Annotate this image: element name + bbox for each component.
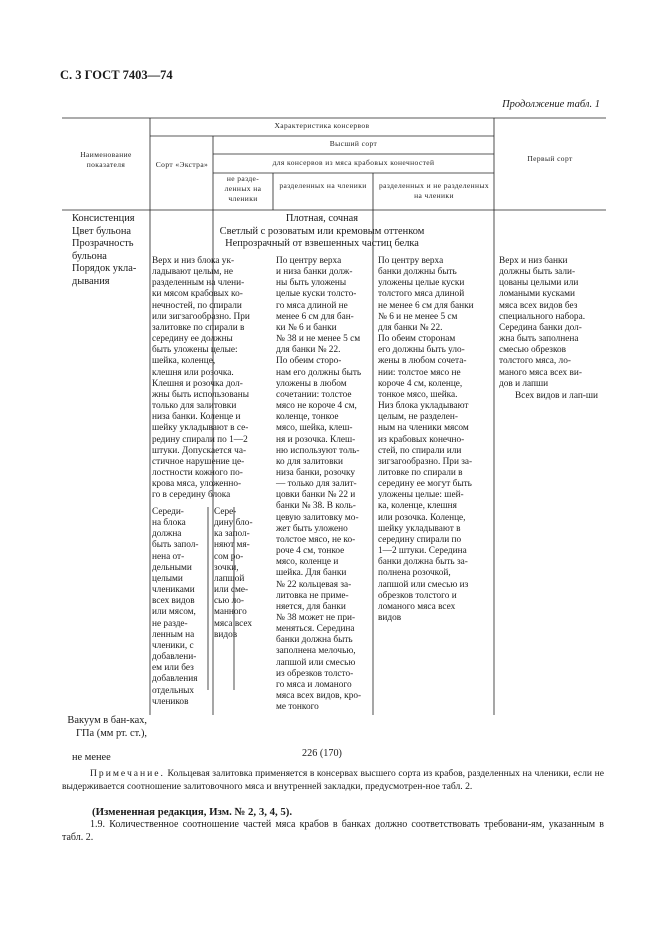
text-line: дов и лапши bbox=[499, 378, 549, 389]
text-line: сью ло- bbox=[214, 596, 245, 607]
text-line: мясо, коленце и bbox=[276, 557, 339, 568]
text-line: отдельных bbox=[152, 685, 195, 696]
text-line: жна быть заполнена bbox=[499, 334, 579, 345]
laying-first-grade-text bbox=[499, 256, 601, 390]
text-line: банки должна быть bbox=[276, 635, 353, 646]
indicator-vacuum: Вакуум в бан-ках, ГПа (мм рт. ст.), bbox=[67, 715, 147, 739]
text-line: лапшой или смесью bbox=[276, 657, 356, 668]
text-line: целые куски толсто- bbox=[276, 289, 357, 300]
text-line: ным на членики мясом bbox=[378, 423, 469, 434]
text-line: зигзагообразно. При за- bbox=[378, 456, 473, 467]
laying-separated-text bbox=[276, 256, 370, 713]
note-text: Кольцевая залитовка применяется в консервах высшего сорта из крабов, разделенных на членики, если не выдерживается соотношение залитовочного мяса и внутренней закладки, предусмотрен-ное табл. 2. bbox=[62, 768, 604, 792]
text-line: лапшой bbox=[214, 573, 245, 584]
header-highest-grade: Высший сорт bbox=[329, 139, 378, 148]
indicator-broth-transparency: Прозрачность бульона bbox=[72, 238, 134, 262]
text-line: добавлени- bbox=[152, 652, 197, 663]
laying-extra-text bbox=[152, 256, 267, 501]
text-line: Клешня и розочка дол- bbox=[152, 378, 243, 389]
text-line: ка запол- bbox=[214, 529, 250, 540]
text-line: цевую залитовку мо- bbox=[276, 512, 359, 523]
indicator-not-less: не менее bbox=[72, 752, 111, 763]
text-line: сочетании: толстое bbox=[276, 389, 352, 400]
text-line: жет быть уложено bbox=[276, 523, 348, 534]
text-line: целыми bbox=[152, 573, 183, 584]
value-broth-transparency: Непрозрачный от взвешенных частиц белка bbox=[225, 238, 419, 249]
text-line: ка, коленце, клешня bbox=[378, 501, 457, 512]
text-line: шейка. Для банки bbox=[276, 568, 347, 579]
text-line: банки должны быть bbox=[378, 267, 457, 278]
text-line: должны быть зали- bbox=[499, 267, 576, 278]
text-line: няют мя- bbox=[214, 540, 250, 551]
text-line: мяса всех видов, кро- bbox=[276, 691, 362, 702]
text-line: быть запол- bbox=[152, 540, 199, 551]
text-line: По центру верха bbox=[378, 256, 444, 266]
table-continuation-label: Продолженuе табл. 1 bbox=[502, 99, 600, 110]
text-line: обрезков толстого и bbox=[378, 590, 457, 601]
text-line: № 38 может не при- bbox=[276, 613, 356, 623]
text-line: мяса всех видов без bbox=[499, 300, 578, 311]
text-line: мясо, шейка, клеш- bbox=[276, 423, 353, 434]
text-line: № 6 и не менее 5 см bbox=[378, 311, 458, 322]
text-line: шейку укладывают в bbox=[378, 523, 461, 534]
text-line: цовки банки № 22 и bbox=[276, 490, 356, 501]
text-line: 1—2 штуки. Середина bbox=[378, 546, 467, 557]
text-line: меняться. Середина bbox=[276, 624, 355, 635]
header-separated: разделенных на членики bbox=[279, 181, 367, 190]
header-not-separated: не разде-ленных на членики bbox=[224, 174, 262, 204]
text-line: всех видов bbox=[152, 596, 195, 607]
text-line: середину ее должны bbox=[152, 334, 233, 345]
indicator-broth-color: Цвет бульона bbox=[72, 225, 132, 237]
text-line: го мяса и ломаного bbox=[276, 679, 352, 690]
text-line: банки № 38. В коль- bbox=[276, 501, 356, 512]
text-line: толстого мяса, ло- bbox=[499, 356, 571, 367]
text-line: лапшой или смесью из bbox=[378, 579, 469, 590]
text-line: № 22 кольцевая за- bbox=[276, 579, 352, 590]
text-line: не разде- bbox=[152, 618, 188, 629]
text-line: нии: толстое мясо не bbox=[378, 367, 461, 378]
text-line: Середина банки дол- bbox=[499, 322, 582, 333]
laying-first-grade-extra: Всех видов и лап-ши bbox=[515, 391, 599, 401]
text-line: Верх и низ банки bbox=[499, 256, 568, 266]
text-line: нена от- bbox=[152, 551, 185, 562]
text-line: дельными bbox=[152, 562, 192, 573]
text-line: залитовке по спирали в bbox=[152, 322, 245, 333]
text-line: для банки № 22. bbox=[276, 345, 341, 356]
text-line: ня и розочка. Клеш- bbox=[276, 434, 356, 445]
text-line: заполнена мелочью, bbox=[276, 646, 356, 657]
text-line: мясо не короче 4 см, bbox=[276, 401, 357, 412]
text-line: Середи- bbox=[152, 507, 184, 517]
text-line: смесью обрезков bbox=[499, 345, 567, 356]
text-line: — только для залит- bbox=[276, 479, 357, 490]
header-first-grade: Первый сорт bbox=[527, 154, 573, 163]
text-line: По обеим сторонам bbox=[378, 334, 456, 345]
text-line: полнена розочкой, bbox=[378, 568, 451, 579]
text-line: толстого мяса длиной bbox=[378, 289, 465, 300]
header-characteristic: Характеристика консервов bbox=[274, 121, 370, 130]
value-consistency: Плотная, сочная bbox=[285, 213, 359, 224]
text-line: крова мяса, уложенно- bbox=[152, 479, 242, 490]
text-line: членики, с bbox=[152, 640, 194, 651]
text-line: и низа банки долж- bbox=[276, 267, 353, 278]
text-line: редину спирали по 1—2 bbox=[152, 434, 248, 445]
text-line: или сме- bbox=[214, 585, 249, 596]
text-line: целым, не разделен- bbox=[378, 412, 458, 423]
text-line: добавления bbox=[152, 674, 198, 685]
text-line: клешня или розочка. bbox=[152, 367, 234, 378]
text-line: го в середину блока bbox=[152, 490, 231, 501]
laying-sep-and-not-text bbox=[378, 256, 490, 624]
edition-note: (Измененная редакция, Изм. № 2, 3, 4, 5). bbox=[92, 806, 293, 818]
laying-extra-sub-right bbox=[214, 507, 269, 641]
header-indicator: Наименование показателя bbox=[80, 150, 132, 170]
text-line: ломаными кусками bbox=[499, 289, 575, 300]
text-line: из крабовых конечно- bbox=[378, 434, 465, 445]
text-line: менее 6 см для бан- bbox=[276, 311, 354, 322]
text-line: не менее 6 см для банки bbox=[378, 300, 474, 311]
text-line: из обрезков толсто- bbox=[276, 668, 354, 679]
text-line: ме тонкого bbox=[276, 702, 319, 713]
text-line: банки должна быть за- bbox=[378, 557, 468, 568]
text-line: на блока bbox=[152, 518, 186, 529]
text-line: ки мясом крабовых ко- bbox=[152, 289, 243, 300]
text-line: толстое мясо, не ко- bbox=[276, 534, 356, 545]
clause-1-9: 1.9. Количественное соотношение частей мяса крабов в банках должно соответствовать требовани-ям, указанным в табл. 2. bbox=[62, 819, 604, 843]
header-separated-and-not: разделенных и не разделенных на членики bbox=[378, 181, 490, 201]
text-line: Верх и низ блока ук- bbox=[152, 256, 235, 266]
text-line: няется, для банки bbox=[276, 601, 346, 612]
text-line: роче 4 см, тонкое bbox=[276, 546, 345, 557]
text-line: должна bbox=[152, 529, 182, 540]
text-line: низа банки, розочку bbox=[276, 467, 356, 478]
text-line: жены в любом сочета- bbox=[378, 356, 467, 367]
header-crab-legs: для консервов из мяса крабовых конечностей bbox=[272, 158, 435, 167]
text-line: маного мяса всех ви- bbox=[499, 367, 582, 378]
text-line: уложены в любом bbox=[276, 378, 347, 389]
text-line: короче 4 см, коленце, bbox=[378, 378, 463, 389]
text-line: быть уложены целые: bbox=[152, 345, 238, 356]
text-line: ем или без bbox=[152, 663, 194, 674]
text-line: середину ее могут быть bbox=[378, 479, 472, 490]
text-line: ню используют толь- bbox=[276, 445, 360, 456]
text-line: стичное нарушение це- bbox=[152, 456, 245, 467]
value-broth-color: Светлый с розоватым или кремовым оттенком bbox=[219, 225, 425, 237]
text-line: или зигзагообразно. При bbox=[152, 311, 250, 322]
text-line: литовке по спирали в bbox=[378, 467, 463, 478]
text-line: № 38 и не менее 5 см bbox=[276, 334, 361, 345]
text-line: дину бло- bbox=[214, 518, 253, 529]
text-line: уложены целые: шей- bbox=[378, 490, 464, 501]
text-line: ны быть уложены bbox=[276, 278, 347, 289]
text-line: для банки № 22. bbox=[378, 322, 443, 333]
text-line: Сере- bbox=[214, 507, 237, 517]
text-line: ладывают целым, не bbox=[152, 267, 233, 278]
note-label: Примечание. bbox=[90, 768, 165, 779]
text-line: нам его должны быть bbox=[276, 367, 362, 378]
text-line: го мяса длиной не bbox=[276, 300, 348, 311]
text-line: лостности кожного по- bbox=[152, 467, 243, 478]
vacuum-value: 226 (170) bbox=[302, 748, 342, 759]
text-line: уложены целые куски bbox=[378, 278, 465, 289]
text-line: коленце, тонкое bbox=[276, 412, 339, 423]
text-line: видов bbox=[214, 629, 238, 640]
text-line: его должны быть уло- bbox=[378, 345, 465, 356]
text-line: видов bbox=[378, 613, 402, 623]
text-line: манного bbox=[214, 607, 247, 618]
header-extra-grade: Сорт «Экстра» bbox=[155, 160, 209, 169]
table-note bbox=[62, 767, 604, 793]
text-line: середину спирали по bbox=[378, 534, 462, 545]
text-line: сом ро- bbox=[214, 551, 244, 562]
text-line: шейку укладывают в се- bbox=[152, 423, 249, 434]
indicator-laying-order: Порядок укла-дывания bbox=[72, 263, 137, 287]
text-line: По обеим сторо- bbox=[276, 356, 342, 367]
text-line: низа банки. Коленце и bbox=[152, 412, 241, 423]
text-line: разделенным на члени- bbox=[152, 278, 245, 289]
text-line: нечностей, по спирали bbox=[152, 300, 242, 311]
text-line: шейка, коленце, bbox=[152, 356, 216, 367]
text-line: зочки, bbox=[214, 562, 239, 573]
text-line: Низ блока укладывают bbox=[378, 401, 469, 412]
text-line: ломаного мяса всех bbox=[378, 601, 456, 612]
page-title: С. 3 ГОСТ 7403—74 bbox=[60, 68, 173, 82]
text-line: цованы целыми или bbox=[499, 278, 579, 289]
text-line: ленным на bbox=[152, 629, 195, 640]
text-line: члениками bbox=[152, 585, 195, 596]
text-line: или розочка. Коленце, bbox=[378, 512, 466, 523]
text-line: штуки. Допускается ча- bbox=[152, 445, 247, 456]
laying-extra-sub-left bbox=[152, 507, 206, 708]
text-line: ко для залитовки bbox=[276, 456, 343, 467]
indicator-consistency: Консистенция bbox=[72, 213, 135, 224]
text-line: жны быть использованы bbox=[152, 389, 249, 400]
text-line: литовка не приме- bbox=[276, 590, 349, 601]
text-line: члеников bbox=[152, 696, 189, 707]
text-line: специального набора. bbox=[499, 311, 586, 322]
text-line: только для залитовки bbox=[152, 401, 237, 412]
text-line: мяса всех bbox=[214, 618, 253, 629]
text-line: стей, по спирали или bbox=[378, 445, 462, 456]
text-line: ки № 6 и банки bbox=[276, 322, 337, 333]
text-line: По центру верха bbox=[276, 256, 342, 266]
text-line: тонкое мясо, шейка. bbox=[378, 389, 458, 400]
text-line: или мясом, bbox=[152, 607, 196, 618]
